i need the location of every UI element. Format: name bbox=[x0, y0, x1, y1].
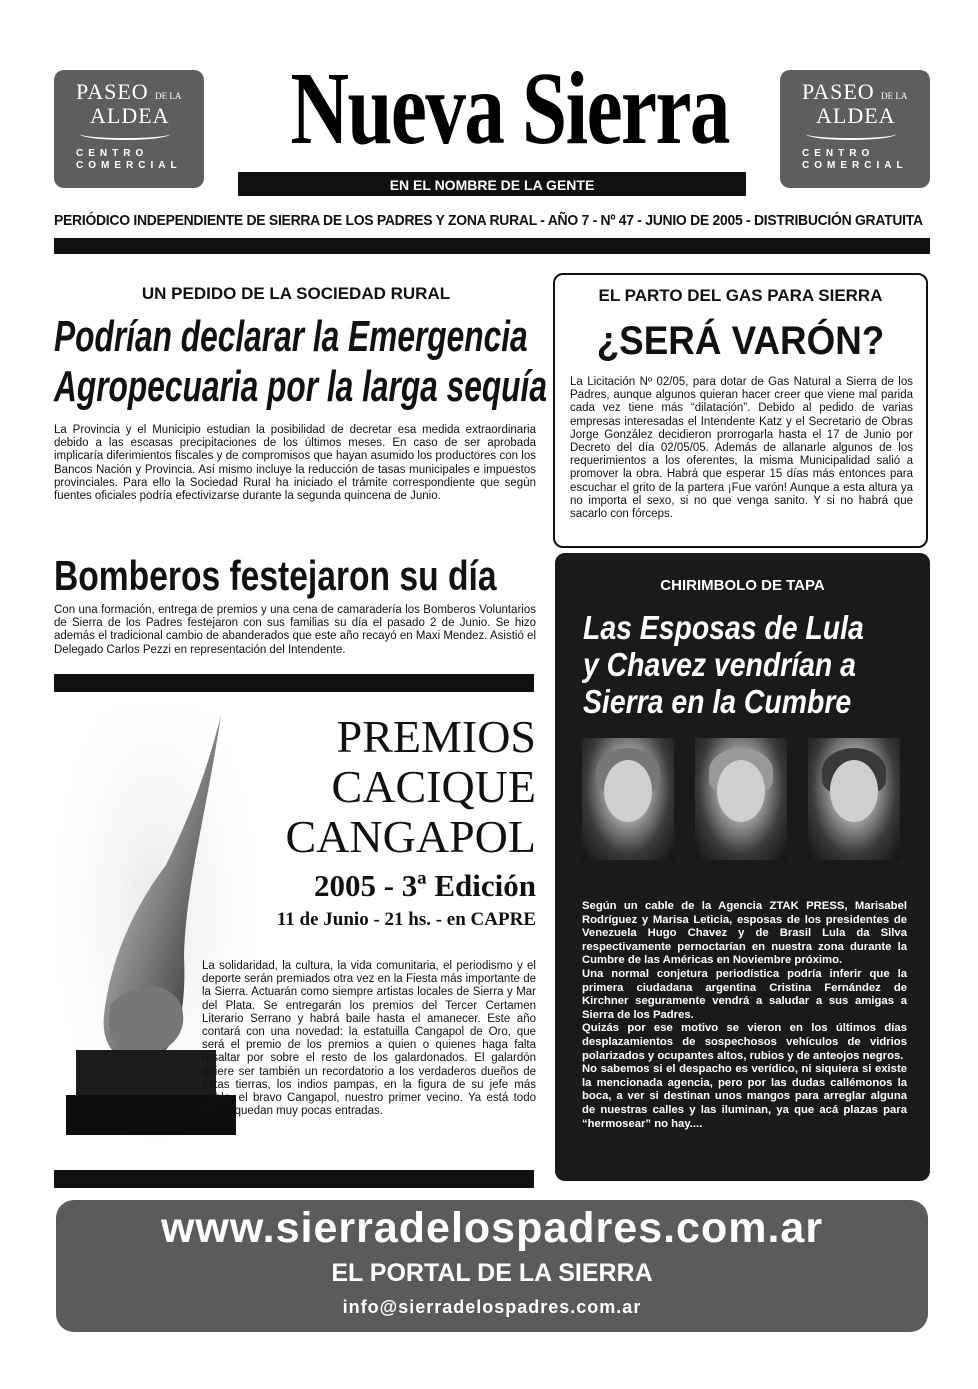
rural-headline-line-2: Agropecuaria por la larga sequía bbox=[54, 362, 547, 411]
chirimbolo-paragraph-3: Quizás por ese motivo se vieron en los últimos días desplazamientos de sospechosos vehículos de vidrios polarizados y ocupantes altos, rubios y de anteojos negros. bbox=[582, 1022, 907, 1062]
logo-word-comercial: COMERCIAL bbox=[802, 160, 908, 171]
logo-word-paseo: PASEO bbox=[802, 79, 875, 104]
logo-word-centro: CENTRO bbox=[802, 148, 875, 159]
bomberos-body: Con una formación, entrega de premios y una cena de camaradería los Bomberos Voluntarios de Sierra de los Padres festejaron con sus familias su día el pasado 2 de Junio. Se hizo además el tradicional cambio de abanderados que este año recayó en Maxi Mendez. Asistió el Delegado Carlos Pezzi en representación del Intendente. bbox=[54, 604, 537, 656]
rural-headline-line-1: Podrían declarar la Emergencia bbox=[54, 312, 528, 361]
logo-paseo-de-la-aldea-right bbox=[780, 70, 930, 188]
chirimbolo-paragraph-2: Una normal conjetura periodística podría inferir que la primera ciudadana argentina Cristina Fernández de Kirchner seguramente vendrá a saludar a sus amigas a Sierra de los Padres. bbox=[582, 967, 907, 1021]
premios-title-line-3: CANGAPOL bbox=[285, 811, 536, 862]
logo-swoosh-icon bbox=[806, 128, 896, 140]
premios-title-line-2: CACIQUE bbox=[331, 761, 536, 812]
bomberos-headline: Bomberos festejaron su día bbox=[54, 552, 497, 599]
newspaper-title: Nueva Sierra bbox=[290, 51, 729, 166]
logo-word-aldea: ALDEA bbox=[90, 103, 170, 128]
logo-word-de-la: DE LA bbox=[155, 91, 182, 101]
footer-email-link[interactable]: info@sierradelospadres.com.ar bbox=[342, 1297, 642, 1317]
logo-swoosh-icon bbox=[80, 128, 170, 140]
section-divider-bar bbox=[54, 674, 534, 692]
logo-word-de-la: DE LA bbox=[881, 91, 908, 101]
logo-word-paseo: PASEO bbox=[76, 79, 149, 104]
gas-body: La Licitación Nº 02/05, para dotar de Gas Natural a Sierra de los Padres, aunque algunos quieran hacer creer que viene mal parida cada vez tiene más “dilatación”. Debido al pedido de varias empresas interesadas el Intendente Katz y el Secretario de Obras Jorge González decidieron prorrogarla hasta el 17 de Junio por Decreto del día 02/05/05. Además de allanarle algunos de los requerimientos a los oferentes, la misma Municipalidad salió a promover la obra. Habrá que esperar 15 días más entonces para escuchar el grito de la partera ¡Fue varón! Aunque a esta altura ya no importa el sexo, si no que venga sanito. Y si no habrá que sacarlo con fórceps. bbox=[570, 376, 913, 521]
slogan-bar: EN EL NOMBRE DE LA GENTE bbox=[238, 172, 746, 196]
chirimbolo-headline-line-1: Las Esposas de Lula bbox=[583, 609, 864, 646]
chirimbolo-paragraph-4: No sabemos si el despacho es verídico, ni siquiera si existe la mencionada agencia, pero por las dudas callémonos la boca, a ver si destinan unos mangos para arreglar alguna de nuestras calles y las iluminan, ya que acá plazas para “hermosear” no hay.... bbox=[582, 1063, 907, 1130]
photo-marisabel-rodriguez bbox=[582, 738, 674, 860]
premios-title-line-1: PREMIOS bbox=[336, 711, 536, 762]
premios-body: La solidaridad, la cultura, la vida comunitaria, el periodismo y el deporte serán premiados otra vez en la Fiesta más importante de la Sierra. Actuarán como siempre artistas locales de Sierra y Mar del Plata. Se entregarán los premios del Tercer Certamen Literario Serrano y habrá baile hasta el amanecer. Este año contará con una novedad: la estatuilla Cangapol de Oro, que será el premio de los premios a quien o quienes haga falta resaltar por sobre el resto de los galardonados. El galardón quiere ser también un recordatorio a los verdaderos dueños de estas tierras, los indios pampas, en la figura de su jefe más noble, el bravo Cangapol, nuestro primer vecino. Ya está todo listo y quedan muy pocas entradas. bbox=[202, 960, 536, 1118]
footer-banner bbox=[56, 1200, 928, 1332]
footer-tagline: EL PORTAL DE LA SIERRA bbox=[331, 1259, 653, 1287]
section-divider-bar bbox=[54, 1170, 534, 1188]
chirimbolo-paragraph-1: Según un cable de la Agencia ZTAK PRESS, Marisabel Rodríguez y Marisa Leticia, esposas de los presidentes de Venezuela Hugo Chavez y de Brasil Lula da Silva respectivamente pernoctarían en nuestra zona durante la Cumbre de las Américas en Noviembre próximo. bbox=[582, 900, 907, 967]
photo-marisa-leticia bbox=[695, 738, 787, 860]
rural-kicker: UN PEDIDO DE LA SOCIEDAD RURAL bbox=[141, 284, 451, 303]
photo-cristina-fernandez bbox=[808, 738, 900, 860]
masthead-divider bbox=[54, 238, 930, 254]
premios-details: 11 de Junio - 21 hs. - en CAPRE bbox=[276, 909, 536, 930]
logo-word-aldea: ALDEA bbox=[816, 103, 896, 128]
footer-website-link[interactable]: www.sierradelospadres.com.ar bbox=[160, 1204, 824, 1252]
logo-paseo-de-la-aldea-left bbox=[54, 70, 204, 188]
chirimbolo-body bbox=[582, 900, 907, 1131]
chirimbolo-headline-line-2: y Chavez vendrían a bbox=[583, 646, 856, 683]
premios-edition: 2005 - 3ª Edición bbox=[313, 868, 536, 903]
chirimbolo-headline-line-3: Sierra en la Cumbre bbox=[583, 683, 852, 720]
rural-body: La Provincia y el Municipio estudian la posibilidad de decretar esa medida extraordinaria debido a las escasas precipitaciones de los últimos meses. En caso de ser aprobada implicaría diferimientos fiscales y de compromisos que hayan asumido los productores con los Bancos Nación y Provincia. Así mismo incluye la reducción de tasas municipales e impuestos provinciales. Para ello la Sociedad Rural ha iniciado el trámite correspondiente que según fuentes oficiales podría efectivizarse durante la segunda quincena de Junio. bbox=[54, 424, 536, 503]
logo-word-centro: CENTRO bbox=[76, 148, 149, 159]
gas-headline: ¿SERÁ VARÓN? bbox=[596, 319, 885, 363]
gas-kicker: EL PARTO DEL GAS PARA SIERRA bbox=[598, 286, 883, 305]
chirimbolo-box bbox=[555, 553, 930, 1181]
logo-word-comercial: COMERCIAL bbox=[76, 160, 182, 171]
chirimbolo-kicker: CHIRIMBOLO DE TAPA bbox=[660, 577, 825, 594]
edition-subhead: PERIÓDICO INDEPENDIENTE DE SIERRA DE LOS PADRES Y ZONA RURAL - AÑO 7 - Nº 47 - JUNIO DE 2005 - DISTRIBUCIÓN GRATUITA bbox=[54, 212, 923, 229]
